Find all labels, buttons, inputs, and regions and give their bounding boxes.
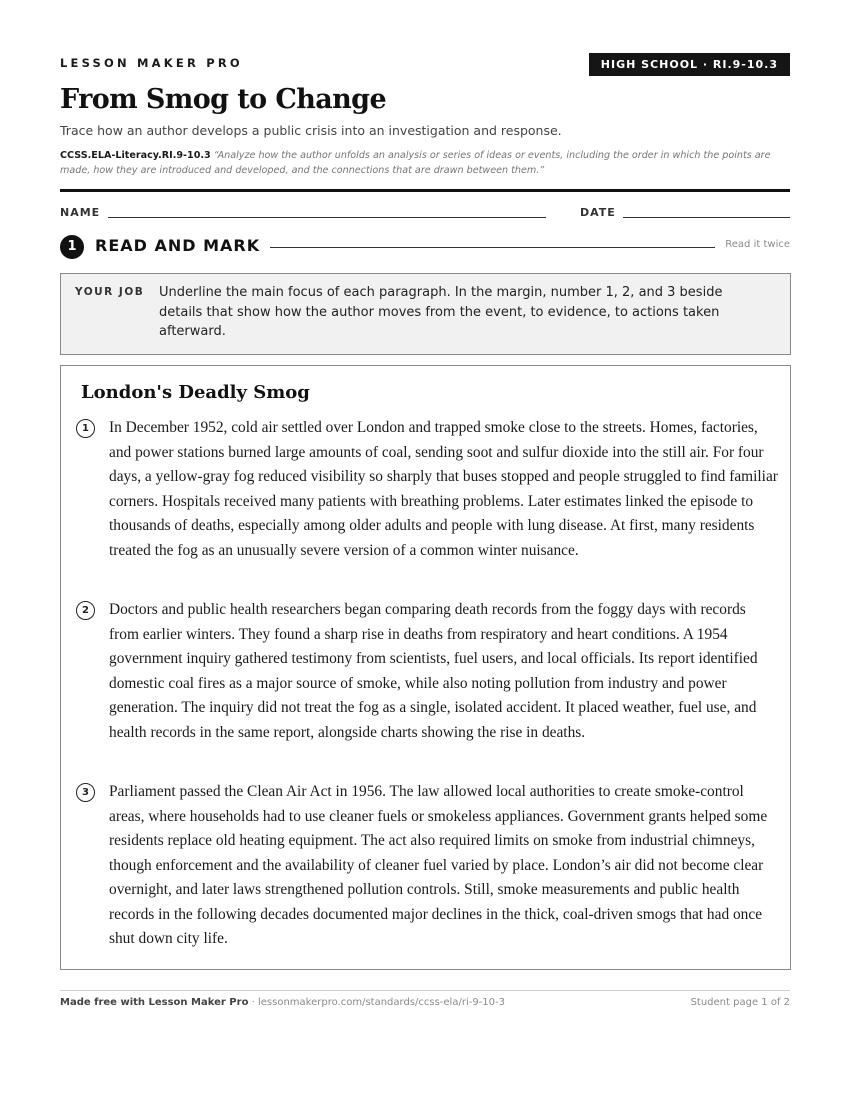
- section-divider: [270, 247, 715, 248]
- reading-passage: [60, 365, 791, 970]
- standard-code: CCSS.ELA-Literacy.RI.9-10.3: [60, 150, 211, 161]
- footer-page-number: Student page 1 of 2: [690, 997, 790, 1008]
- paragraph-number-badge: 3: [76, 783, 95, 802]
- grade-badge: HIGH SCHOOL · RI.9-10.3: [589, 53, 790, 76]
- section-title: READ AND MARK: [95, 236, 261, 255]
- job-box: [60, 273, 791, 355]
- date-field[interactable]: [623, 217, 790, 218]
- paragraph-number-badge: 2: [76, 601, 95, 620]
- footer-separator: ·: [248, 997, 258, 1008]
- paragraph-text: Doctors and public health researchers began comparing death records from the foggy days with records from earlier winters. They found a sharp rise in deaths from respiratory and heart conditions. A 1954 government inquiry gathered testimony from scientists, fuel users, and local officials. Its report identified domestic coal fires as a major source of smoke, while also noting pollution from industry and power generation. The inquiry did not treat the fog as a single, isolated accident. It placed weather, fuel use, and health records in the same report, alongside charts showing the rise in deaths.: [109, 601, 758, 741]
- brand-name: LESSON MAKER PRO: [60, 56, 243, 70]
- footer-url-link[interactable]: lessonmakerpro.com/standards/ccss-ela/ri-9-10-3: [257, 997, 505, 1008]
- page-subtitle: Trace how an author develops a public crisis into an investigation and response.: [60, 123, 562, 138]
- standard-quote: “Analyze how the author unfolds an analysis or series of ideas or events, including the order in which the points are made, how they are introduced and developed, and the connections that are drawn between them.”: [60, 150, 771, 176]
- footer-credit-text: Made free with Lesson Maker Pro: [60, 997, 249, 1008]
- job-label: YOUR JOB: [75, 286, 145, 298]
- date-label: DATE: [580, 206, 616, 219]
- passage-title: London's Deadly Smog: [81, 382, 310, 403]
- job-instructions: Underline the main focus of each paragraph. In the margin, number 1, 2, and 3 beside details that show how the author moves from the event, to evidence, to actions taken afterward.: [159, 285, 723, 339]
- name-label: NAME: [60, 206, 101, 219]
- section-number-badge: 1: [60, 235, 84, 259]
- section-hint: Read it twice: [725, 239, 790, 250]
- paragraph-text: In December 1952, cold air settled over London and trapped smoke close to the streets. Homes, factories, and power stations burned large amounts of coal, sending soot and sulfur dioxide into the still air. For four days, a yellow-gray fog reduced visibility so sharply that buses stopped and people struggled to find familiar corners. Hospitals received many patients with breathing problems. Later estimates linked the episode to thousands of deaths, especially among older adults and people with lung disease. At first, many residents treated the fog as an unusually severe version of a common winter nuisance.: [109, 419, 778, 559]
- footer-divider: [60, 990, 790, 991]
- paragraph-text: Parliament passed the Clean Air Act in 1956. The law allowed local authorities to create smoke-control areas, where households had to use cleaner fuels or smokeless appliances. Government grants helped some residents replace old heating equipment. The act also required limits on smoke from industrial chimneys, though enforcement and the availability of cleaner fuel varied by place. London’s air did not become clear overnight, and later laws strengthened pollution controls. Still, smoke measurements and public health records in the following decades documented major declines in the thick, coal-driven smogs that had once shut down city life.: [109, 783, 768, 947]
- standard-statement: [60, 148, 790, 178]
- paragraph-number-badge: 1: [76, 419, 95, 438]
- header-divider: [60, 189, 790, 192]
- footer-credit: [60, 997, 505, 1008]
- page-title: From Smog to Change: [60, 84, 387, 115]
- name-field[interactable]: [108, 217, 546, 218]
